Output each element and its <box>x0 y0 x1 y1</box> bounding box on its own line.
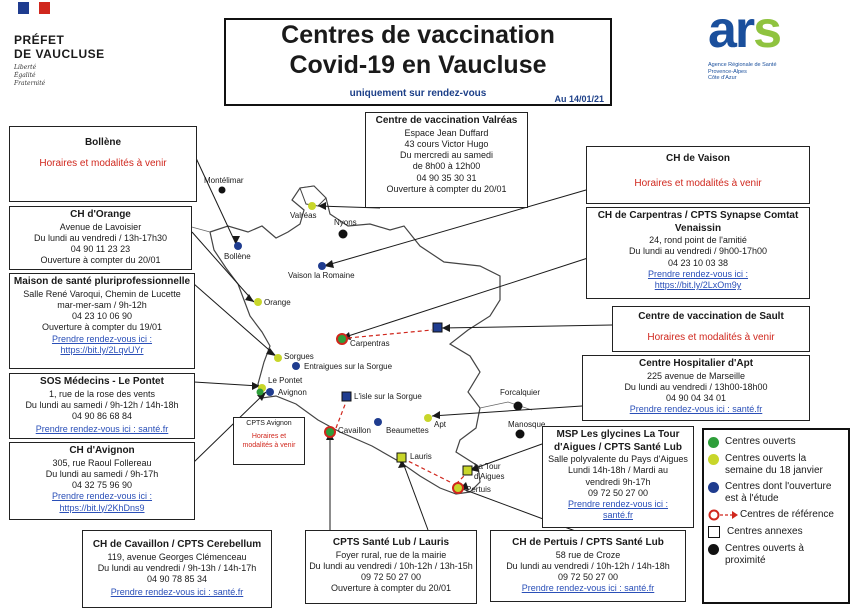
legend-label: Centres annexes <box>727 526 803 537</box>
box-hours: mar-mer-sam / 9h-12h <box>57 299 147 310</box>
box-phone: 09 72 50 27 00 <box>360 572 422 582</box>
box-sault <box>612 306 810 352</box>
box-address: 305, rue Raoul Follereau <box>52 457 152 468</box>
box-title: CH de Pertuis / CPTS Santé Lub <box>512 537 664 548</box>
box-title: Bollène <box>84 137 122 148</box>
prefet-title <box>14 34 105 62</box>
booking-link-label[interactable]: Prendre rendez-vous ici : <box>51 491 153 502</box>
legend-item-reference <box>708 509 844 521</box>
legend-item-nearby <box>708 543 844 566</box>
box-address: 58 rue de Croze <box>555 549 621 560</box>
legend-label: Centres de référence <box>740 509 834 520</box>
marker-manosque <box>516 430 525 439</box>
box-valreas <box>365 112 528 208</box>
place-montelimar: Montélimar <box>204 176 244 185</box>
box-status-1: Horaires et <box>251 432 287 440</box>
booking-link[interactable]: Prendre rendez-vous ici : santé.fr <box>629 404 763 415</box>
box-hours: Du lundi au samedi / 9h-17h <box>45 468 159 479</box>
marker-carpentras <box>337 334 347 344</box>
subtitle: uniquement sur rendez-vous <box>349 88 487 99</box>
legend-label: Centres ouverts la semaine du 18 janvier <box>725 453 823 476</box>
box-status: Horaires et modalités à venir <box>647 331 775 343</box>
place-islesorgue: L'isle sur la Sorgue <box>354 392 422 401</box>
marker-nyons <box>339 230 348 239</box>
marker-islesorgue <box>342 392 351 401</box>
place-orange: Orange <box>264 298 291 307</box>
legend-item-annex <box>708 526 844 538</box>
booking-link-label[interactable]: Prendre rendez-vous ici : <box>51 333 153 344</box>
legend-item-open <box>708 436 844 448</box>
box-ch-cavaillon <box>82 530 272 608</box>
title-box <box>224 18 612 106</box>
place-sorgues: Sorgues <box>284 352 314 361</box>
box-title: CH d'Avignon <box>69 445 135 456</box>
place-cavaillon: Cavaillon <box>338 426 371 435</box>
title-line2: Covid-19 en Vaucluse <box>289 51 547 79</box>
place-latour-2: d'Aigues <box>474 472 505 481</box>
legend-item-study <box>708 481 844 504</box>
box-phone: 04 23 10 06 90 <box>71 311 133 321</box>
reference-ring-icon <box>708 509 738 521</box>
box-title: Centre Hospitalier d'Apt <box>638 358 754 369</box>
box-ch-avignon <box>9 442 195 520</box>
box-title: CPTS Avignon <box>246 420 292 427</box>
place-bollene: Bollène <box>224 252 251 261</box>
box-opening: Ouverture à compter du 19/01 <box>41 322 163 333</box>
box-hours-2: vendredi 9h-17h <box>585 476 651 487</box>
box-address: 43 cours Victor Hugo <box>404 138 489 149</box>
box-hours: Du lundi au vendredi / 13h00-18h00 <box>624 381 768 392</box>
ars-sub3: Côte d'Azur <box>708 75 737 82</box>
green-dot-icon <box>708 437 719 448</box>
box-address: Foyer rural, rue de la mairie <box>335 549 447 560</box>
box-title: Centre de vaccination Valréas <box>375 115 518 126</box>
legend <box>702 428 850 604</box>
box-bollene <box>9 126 197 202</box>
box-msp-latour <box>542 426 694 528</box>
marker-pertuis <box>453 483 463 493</box>
square-icon <box>708 526 720 538</box>
box-title: CH de Cavaillon / CPTS Cerebellum <box>92 539 262 550</box>
marker-cavaillon <box>325 427 335 437</box>
booking-link[interactable]: https://bit.ly/2LxOm9y <box>654 280 742 290</box>
box-maison-sante <box>9 273 195 369</box>
box-hours: Du lundi au vendredi / 10h-12h / 13h-15h <box>309 560 473 571</box>
box-sos-medecins <box>9 373 195 439</box>
box-hours: Du lundi au vendredi / 9h-13h / 14h-17h <box>97 562 257 573</box>
blue-dot-icon <box>708 482 719 493</box>
box-hours: Du lundi au samedi / 9h-12h / 14h-18h <box>25 399 179 410</box>
marker-sos-lepontet <box>257 389 264 396</box>
box-title: SOS Médecins - Le Pontet <box>40 376 164 387</box>
place-forcalquier: Forcalquier <box>500 388 541 397</box>
place-latour-1: La Tour <box>474 462 501 471</box>
yellow-dot-icon <box>708 454 719 465</box>
marker-avignon <box>266 388 274 396</box>
place-beaumettes: Beaumettes <box>386 426 429 435</box>
ars-word-a: ar <box>708 1 754 59</box>
box-ch-pertuis <box>490 530 686 602</box>
place-manosque: Manosque <box>508 420 546 429</box>
box-status-2: modalités à venir <box>242 441 296 449</box>
box-hours: Du lundi au vendredi / 10h-12h / 14h-18h <box>506 560 670 571</box>
place-apt: Apt <box>434 420 447 429</box>
booking-link-label[interactable]: Prendre rendez-vous ici : <box>647 268 749 279</box>
legend-label: Centres dont l'ouverture est à l'étude <box>725 481 832 504</box>
box-phone: 04 90 35 30 31 <box>416 172 477 183</box>
booking-link[interactable]: Prendre rendez-vous ici : santé.fr <box>110 587 244 598</box>
marker-sorgues <box>274 354 282 362</box>
box-title: CH de Carpentras / CPTS Synapse Comtat Venaissin <box>597 210 799 234</box>
box-phone: 04 23 10 03 38 <box>667 257 729 268</box>
marker-beaumettes <box>374 418 382 426</box>
republic-motto <box>14 64 45 87</box>
booking-link[interactable]: Prendre rendez-vous ici : santé.fr <box>35 424 169 435</box>
ars-subtitle <box>708 62 777 82</box>
marker-sault <box>433 323 442 332</box>
box-phone: 04 32 75 96 90 <box>71 480 133 490</box>
neighbour-boundary <box>480 402 532 410</box>
legend-item-open-week <box>708 453 844 476</box>
date-label: Au 14/01/21 <box>554 94 604 104</box>
box-status: Horaires et modalités à venir <box>39 157 167 169</box>
box-cpts-lauris <box>305 530 477 604</box>
place-lauris: Lauris <box>410 452 432 461</box>
box-phone: 04 90 04 34 01 <box>665 393 727 403</box>
box-phone: 04 90 78 85 34 <box>146 574 208 584</box>
box-phone: 04 90 86 68 84 <box>71 411 133 421</box>
legend-label: Centres ouverts à proximité <box>725 543 804 566</box>
box-title: CH de Vaison <box>666 153 730 164</box>
box-address: Avenue de Lavoisier <box>59 221 142 232</box>
box-hours-1: Lundi 14h-18h / Mardi au <box>567 465 669 476</box>
arrow-sos <box>194 382 260 386</box>
box-address: 119, avenue Georges Clémenceau <box>107 551 247 562</box>
place-entraigues: Entraigues sur la Sorgue <box>304 362 393 371</box>
place-vaison: Vaison la Romaine <box>288 271 355 280</box>
box-title-1: MSP Les glycines La Tour <box>556 429 680 440</box>
box-title: CH d'Orange <box>70 209 131 220</box>
box-status: Horaires et modalités à venir <box>634 177 762 189</box>
place-nyons: Nyons <box>334 218 357 227</box>
box-cpts-avignon <box>233 417 305 465</box>
ars-word-s: s <box>753 1 781 59</box>
place-lepontet: Le Pontet <box>268 376 303 385</box>
booking-link[interactable]: https://bit.ly/2LqvUYr <box>60 344 144 355</box>
prefet-line2: DE VAUCLUSE <box>14 46 105 61</box>
ars-sub1: Agence Régionale de Santé <box>708 62 777 68</box>
marker-valreas <box>308 202 316 210</box>
place-pertuis: Pertuis <box>466 485 491 494</box>
box-phone: 09 72 50 27 00 <box>557 572 619 582</box>
place-avignon: Avignon <box>278 388 307 397</box>
box-title: CPTS Santé Lub / Lauris <box>332 537 450 548</box>
marker-vaison <box>318 262 326 270</box>
marker-apt <box>424 414 432 422</box>
box-phone: 04 90 11 23 23 <box>70 244 131 254</box>
box-hours: de 8h00 à 12h00 <box>412 161 481 172</box>
booking-link[interactable]: Prendre rendez-vous ici : santé.fr <box>521 583 655 594</box>
booking-link[interactable]: santé.fr <box>602 510 633 521</box>
title-line1: Centres de vaccination <box>281 21 555 49</box>
box-opening: Ouverture à compter du 20/01 <box>386 183 507 194</box>
ars-sub2: Provence-Alpes <box>708 68 747 75</box>
place-carpentras: Carpentras <box>350 339 390 348</box>
booking-link[interactable]: https://bit.ly/2KhDns9 <box>59 502 145 513</box>
box-opening: Ouverture à compter du 20/01 <box>330 583 452 594</box>
marker-forcalquier <box>514 402 523 411</box>
box-venue: Espace Jean Duffard <box>404 127 489 138</box>
box-orange <box>9 206 192 270</box>
box-venue: Salle polyvalente du Pays d'Aigues <box>548 454 688 464</box>
box-phone: 09 72 50 27 00 <box>587 487 649 498</box>
box-address: 24, rond point de l'amitié <box>649 235 747 245</box>
box-opening: Ouverture à compter du 20/01 <box>40 255 161 266</box>
motto-2: Égalité <box>14 71 36 79</box>
place-valreas: Valréas <box>290 211 317 220</box>
box-title: Centre de vaccination de Sault <box>638 311 784 322</box>
box-address: 1, rue de la rose des vents <box>48 388 156 399</box>
marker-orange <box>254 298 262 306</box>
ars-logo <box>708 1 818 84</box>
box-address: 225 avenue de Marseille <box>646 370 746 381</box>
box-ch-carpentras <box>586 207 810 299</box>
booking-link-label[interactable]: Prendre rendez-vous ici : <box>567 499 669 509</box>
box-hours: Du lundi au vendredi / 13h-17h30 <box>33 232 168 243</box>
box-ch-vaison <box>586 146 810 204</box>
box-address: Salle René Varoqui, Chemin de Lucette <box>23 288 181 299</box>
black-dot-icon <box>708 544 719 555</box>
legend-label: Centres ouverts <box>725 436 796 447</box>
prefet-line1: PRÉFET <box>14 33 65 47</box>
motto-3: Fraternité <box>14 79 46 87</box>
box-hours: Du lundi au vendredi / 9h00-17h00 <box>628 246 768 257</box>
ars-wordmark <box>708 0 780 60</box>
box-ch-apt <box>582 355 810 421</box>
marker-montelimar <box>219 187 226 194</box>
box-days: Du mercredi au samedi <box>399 150 494 160</box>
motto-1: Liberté <box>14 64 37 71</box>
marker-latour <box>463 466 472 475</box>
french-flag-icon <box>18 2 50 14</box>
box-title: Maison de santé pluriprofessionnelle <box>13 276 191 287</box>
box-title-2: d'Aigues / CPTS Santé Lub <box>554 441 682 453</box>
marker-bollene <box>234 242 242 250</box>
marker-lauris <box>397 453 406 462</box>
marker-entraigues <box>292 362 300 370</box>
